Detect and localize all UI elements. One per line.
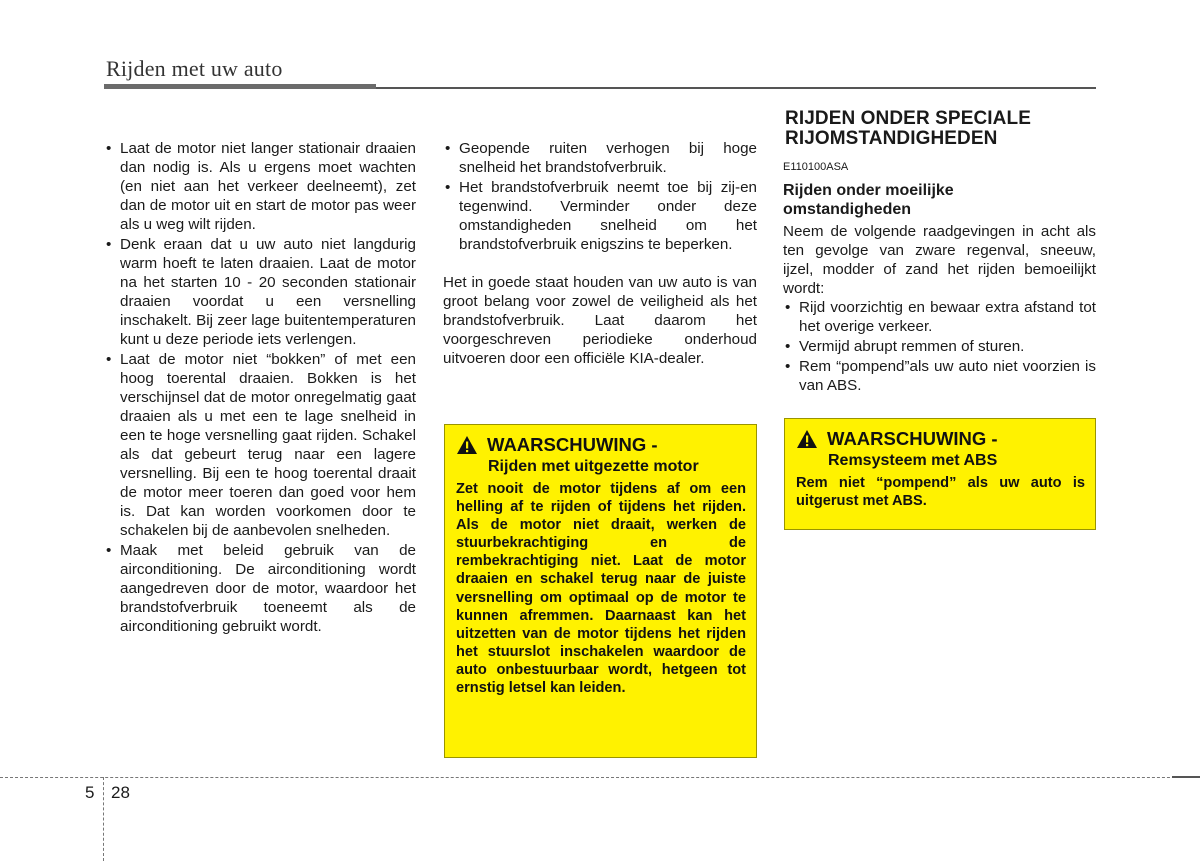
section-code: E110100ASA xyxy=(783,161,849,173)
warning-triangle-icon xyxy=(456,435,478,455)
sub-heading-line-1: Rijden onder moeilijke xyxy=(783,182,954,199)
footer-dashed-divider xyxy=(103,777,104,861)
warning-subtitle: Rijden met uitgezette motor xyxy=(488,458,699,475)
section-heading xyxy=(785,109,1096,149)
warning-header xyxy=(456,435,746,455)
list-item: • Laat de motor niet langer stationair draaien dan nodig is. Als u ergens moet wachten (en niet aan het verkeer deelneemt), zet dan de motor uit en start de motor pas weer als u weg wilt rijden. xyxy=(104,139,416,234)
column-2-bullet-list xyxy=(443,139,757,254)
page-number: 28 xyxy=(111,783,130,802)
warning-triangle-icon xyxy=(796,429,818,449)
warning-subtitle: Remsysteem met ABS xyxy=(828,452,998,469)
footer-rule-end xyxy=(1172,776,1200,778)
section-heading-line-1: RIJDEN ONDER SPECIALE xyxy=(785,108,1031,129)
warning-box-engine-off xyxy=(444,424,757,758)
page-header-title: Rijden met uw auto xyxy=(106,56,283,81)
header-rule-thin xyxy=(376,87,1096,89)
warning-box-abs xyxy=(784,418,1096,530)
column-2 xyxy=(443,139,757,368)
header-rule-thick xyxy=(104,84,376,89)
chapter-number: 5 xyxy=(85,783,95,802)
list-item: • Maak met beleid gebruik van de airconditioning. De airconditioning wordt aangedreven door de motor, waardoor het brandstofverbruik toeneemt als de airconditioning gebruikt wordt. xyxy=(104,541,416,636)
list-item: • Rijd voorzichtig en bewaar extra afstand tot het overige verkeer. xyxy=(783,298,1096,336)
column-1 xyxy=(104,139,416,637)
section-heading-line-2: RIJOMSTANDIGHEDEN xyxy=(785,128,998,149)
list-item: • Denk eraan dat u uw auto niet langdurig warm hoeft te laten draaien. Laat de motor na het starten 10 - 20 seconden stationair draaien voordat u een versnelling inschakelt. Bij zeer lage buitentemperaturen kunt u deze periode iets verlengen. xyxy=(104,235,416,349)
maintenance-paragraph: Het in goede staat houden van uw auto is van groot belang voor zowel de veiligheid als het brandstofverbruik. Laat daarom het voorgeschreven periodieke onderhoud uitvoeren door een officiële KIA-dealer. xyxy=(443,274,757,367)
list-item: • Rem “pompend”als uw auto niet voorzien is van ABS. xyxy=(783,357,1096,395)
list-item: • Vermijd abrupt remmen of sturen. xyxy=(783,337,1096,356)
sub-heading xyxy=(783,181,1096,219)
warning-title: WAARSCHUWING - xyxy=(487,434,658,455)
column-1-bullet-list xyxy=(104,139,416,636)
list-item: • Geopende ruiten verhogen bij hoge snelheid het brandstofverbruik. xyxy=(443,139,757,177)
warning-header xyxy=(796,429,1085,449)
column-3 xyxy=(783,108,1096,396)
warning-title: WAARSCHUWING - xyxy=(827,428,998,449)
warning-text: Zet nooit de motor tijdens af om een helling af te rijden of tijdens het rijden. Als de motor niet draait, werken de stuurbekrachtiging en de rembekrachtiging niet. Laat de motor draaien en schakel terug naar de juiste versnelling om optimaal op de motor te kunnen afremmen. Daarnaast kan het uitzetten van de motor tijdens het rijden het stuurslot inschakelen waardoor de auto onbestuurbaar wordt, hetgeen tot ernstig letsel kan leiden. xyxy=(456,481,746,697)
conditions-paragraph: Neem de volgende raadgevingen in acht als ten gevolge van zware regenval, sneeuw, ijzel, modder of zand het rijden bemoeilijkt wordt: xyxy=(783,223,1096,297)
list-item: • Het brandstofverbruik neemt toe bij zij-en tegenwind. Verminder onder deze omstandigheden snelheid om het brandstofverbruik enigszins te beperken. xyxy=(443,178,757,254)
list-item: • Laat de motor niet “bokken” of met een hoog toerental draaien. Bokken is het verschijnsel dat de motor onregelmatig gaat draaien als u met een te lage snelheid in een te hoge versnelling gaat rijden. Schakel als dat gebeurt terug naar een lagere versnelling. Bij een te hoog toerental draait de motor meer toeren dan goed voor hem is. Dat kan worden voorkomen door te schakelen bij de aanbevolen snelheden. xyxy=(104,350,416,540)
sub-heading-line-2: omstandigheden xyxy=(783,201,912,218)
footer-dashed-rule xyxy=(0,777,1200,778)
warning-text: Rem niet “pompend” als uw auto is uitgerust met ABS. xyxy=(796,475,1085,510)
column-3-bullet-list xyxy=(783,298,1096,395)
